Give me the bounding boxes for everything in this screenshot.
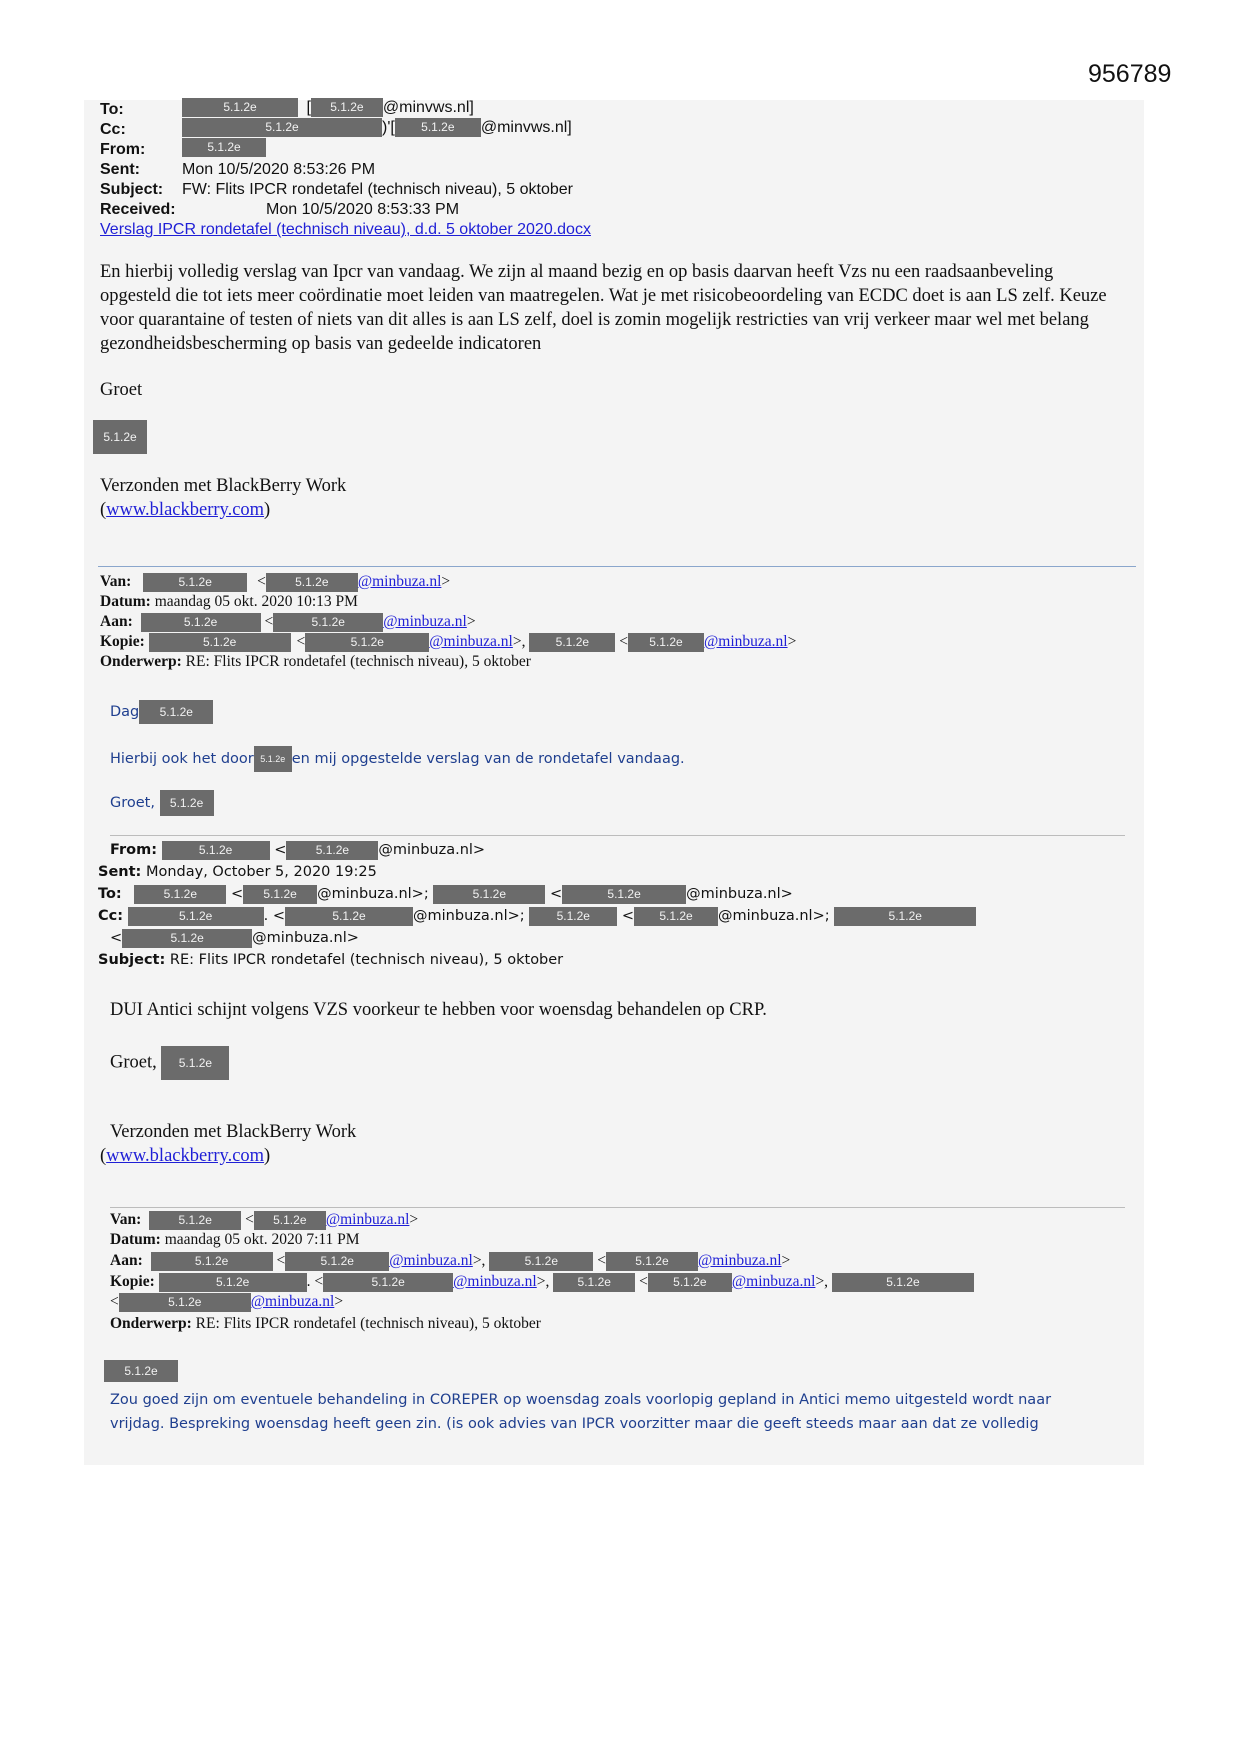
redaction-box: 5.1.2e [628,633,704,652]
email3-from: From: 5.1.2e < 5.1.2e @minbuza.nl> [110,842,486,858]
redaction-box: 5.1.2e [433,885,545,904]
header-subject-value: FW: Flits IPCR rondetafel (technisch niveau), 5 oktober [182,181,573,198]
email2-kopie: Kopie: 5.1.2e < 5.1.2e @minbuza.nl>, 5.1.2e < 5.1.2e @minbuza.nl> [100,633,797,650]
redaction-box: 5.1.2e [648,1273,732,1292]
top-email-body: En hierbij volledig verslag van Ipcr van vandaag. We zijn al maand bezig en op basis daarvan heeft Vzs nu een raadsaanbeveling opgesteld die tot iets meer coördinatie moet leiden van maatregelen. Wat je met risicobeoordeling van ECDC doet is aan LS zelf. Keuze voor quarantaine of testen of niets van dit alles is aan LS zelf, doel is zomin mogelijk restricties van vrij verkeer maar wel met belang gezondheidsbescherming op basis van gedeelde indicatoren [100,262,1107,354]
email3-to: To: 5.1.2e < 5.1.2e @minbuza.nl>; 5.1.2e < 5.1.2e @minbuza.nl> [98,886,793,902]
top-email-greeting: Groet [100,380,143,400]
redaction-box: 5.1.2e [266,573,358,592]
email4-onderwerp: Onderwerp: RE: Flits IPCR rondetafel (technisch niveau), 5 oktober [110,1315,541,1332]
email3-signature-2: (www.blackberry.com) [100,1146,271,1166]
email2-van: Van: 5.1.2e < 5.1.2e @minbuza.nl> [100,573,451,590]
redaction-box: 5.1.2e [182,138,266,157]
signature-line-1: Verzonden met BlackBerry Work [100,476,347,496]
header-sent-value: Mon 10/5/2020 8:53:26 PM [182,161,376,178]
email4-van: Van: 5.1.2e < 5.1.2e @minbuza.nl> [110,1211,419,1228]
redaction-box: 5.1.2e [254,746,292,772]
redaction-box: 5.1.2e [134,885,226,904]
email3-body: DUI Antici schijnt volgens VZS voorkeur te hebben voor woensdag behandelen op CRP. [110,1000,767,1020]
redaction-box: 5.1.2e [143,573,247,592]
redaction-box: 5.1.2e [606,1252,698,1271]
email2-aan: Aan: 5.1.2e < 5.1.2e @minbuza.nl> [100,613,476,630]
header-sent-label: Sent: [100,161,140,178]
redaction-box: 5.1.2e [139,700,213,724]
divider [110,835,1125,836]
attachment-link[interactable]: Verslag IPCR rondetafel (technisch niveau), d.d. 5 oktober 2020.docx [100,221,591,238]
redaction-box: 5.1.2e [305,633,429,652]
redaction-box: 5.1.2e [562,885,686,904]
header-received-label: Received: [100,201,176,218]
signature-line-2: (www.blackberry.com) [100,500,271,520]
email2-onderwerp: Onderwerp: RE: Flits IPCR rondetafel (technisch niveau), 5 oktober [100,653,531,670]
email4-kopie: Kopie: 5.1.2e . < 5.1.2e @minbuza.nl>, 5.1.2e < 5.1.2e @minbuza.nl>, 5.1.2e [110,1272,974,1292]
email3-sent: Sent: Monday, October 5, 2020 19:25 [98,864,377,880]
redaction-box: 5.1.2e [122,929,252,948]
redaction-box: 5.1.2e [395,118,481,137]
email4-aan: Aan: 5.1.2e < 5.1.2e @minbuza.nl>, 5.1.2e < 5.1.2e @minbuza.nl> [110,1252,791,1269]
redaction-box: 5.1.2e [162,841,270,860]
redaction-box: 5.1.2e [529,907,617,926]
email2-groet: Groet, 5.1.2e [110,790,214,816]
email4-kopie-cont: < 5.1.2e @minbuza.nl> [110,1293,344,1310]
redaction-box: 5.1.2e [634,907,718,926]
redaction-box: 5.1.2e [323,1273,453,1292]
redaction-box: 5.1.2e [243,885,317,904]
divider [98,566,1136,567]
email2-line: Hierbij ook het door 5.1.2e en mij opgestelde verslag van de rondetafel vandaag. [110,746,685,772]
redaction-box: 5.1.2e [254,1211,326,1230]
header-from-label: From: [100,141,146,158]
divider [110,1207,1125,1208]
redaction-box: 5.1.2e [529,633,615,652]
signature-redaction: 5.1.2e [93,420,147,454]
header-subject-label: Subject: [100,181,164,198]
header-to-label: To: [100,101,124,118]
redaction-box: 5.1.2e [286,841,378,860]
redaction-box: 5.1.2e [161,1046,229,1080]
email3-subject: Subject: RE: Flits IPCR rondetafel (technisch niveau), 5 oktober [98,952,564,968]
redaction-box: 5.1.2e [128,907,264,926]
redaction-box: 5.1.2e [182,118,382,137]
redaction-box: 5.1.2e [182,98,298,117]
redaction-box: 5.1.2e [489,1252,593,1271]
email4-sender-redaction: 5.1.2e [104,1360,178,1382]
email3-groet: Groet, 5.1.2e [110,1046,229,1080]
document-number: 956789 [1088,60,1172,88]
redaction-box: 5.1.2e [832,1273,974,1292]
redaction-box: 5.1.2e [159,1273,307,1292]
redaction-box: 5.1.2e [160,790,214,816]
redaction-box: 5.1.2e [141,613,261,632]
email3-signature-1: Verzonden met BlackBerry Work [110,1122,357,1142]
email3-cc: Cc: 5.1.2e . < 5.1.2e @minbuza.nl>; 5.1.2e < 5.1.2e @minbuza.nl>; 5.1.2e [98,906,976,926]
email2-datum: Datum: maandag 05 okt. 2020 10:13 PM [100,593,358,610]
header-cc-value: 5.1.2e )'[ 5.1.2e @minvws.nl] [182,118,572,138]
email4-body-line-1: Zou goed zijn om eventuele behandeling in COREPER op woensdag zoals voorlopig gepland in Antici memo uitgesteld wordt naar [110,1392,1052,1408]
blackberry-link[interactable]: www.blackberry.com [106,500,265,520]
redaction-box: 5.1.2e [285,1252,389,1271]
redaction-box: 5.1.2e [311,98,383,117]
email4-datum: Datum: maandag 05 okt. 2020 7:11 PM [110,1231,360,1248]
header-cc-label: Cc: [100,121,126,138]
header-received-value: Mon 10/5/2020 8:53:33 PM [266,201,460,218]
redaction-box: 5.1.2e [553,1273,635,1292]
redaction-box: 5.1.2e [119,1293,251,1312]
redaction-box: 5.1.2e [273,613,383,632]
redaction-box: 5.1.2e [285,907,413,926]
header-from-value [182,138,266,158]
redaction-box: 5.1.2e [149,1211,241,1230]
blackberry-link[interactable]: www.blackberry.com [106,1146,265,1166]
redaction-box: 5.1.2e [834,907,976,926]
email4-body-line-2: vrijdag. Bespreking woensdag heeft geen zin. (is ook advies van IPCR voorzitter maar die geeft steeds maar aan dat ze volledig [110,1416,1039,1432]
header-to-value: 5.1.2e [ 5.1.2e @minvws.nl] [182,98,474,118]
email3-cc-cont: < 5.1.2e @minbuza.nl> [110,930,359,946]
email2-dag: Dag 5.1.2e [110,700,213,724]
redaction-box: 5.1.2e [149,633,291,652]
redaction-box: 5.1.2e [151,1252,273,1271]
